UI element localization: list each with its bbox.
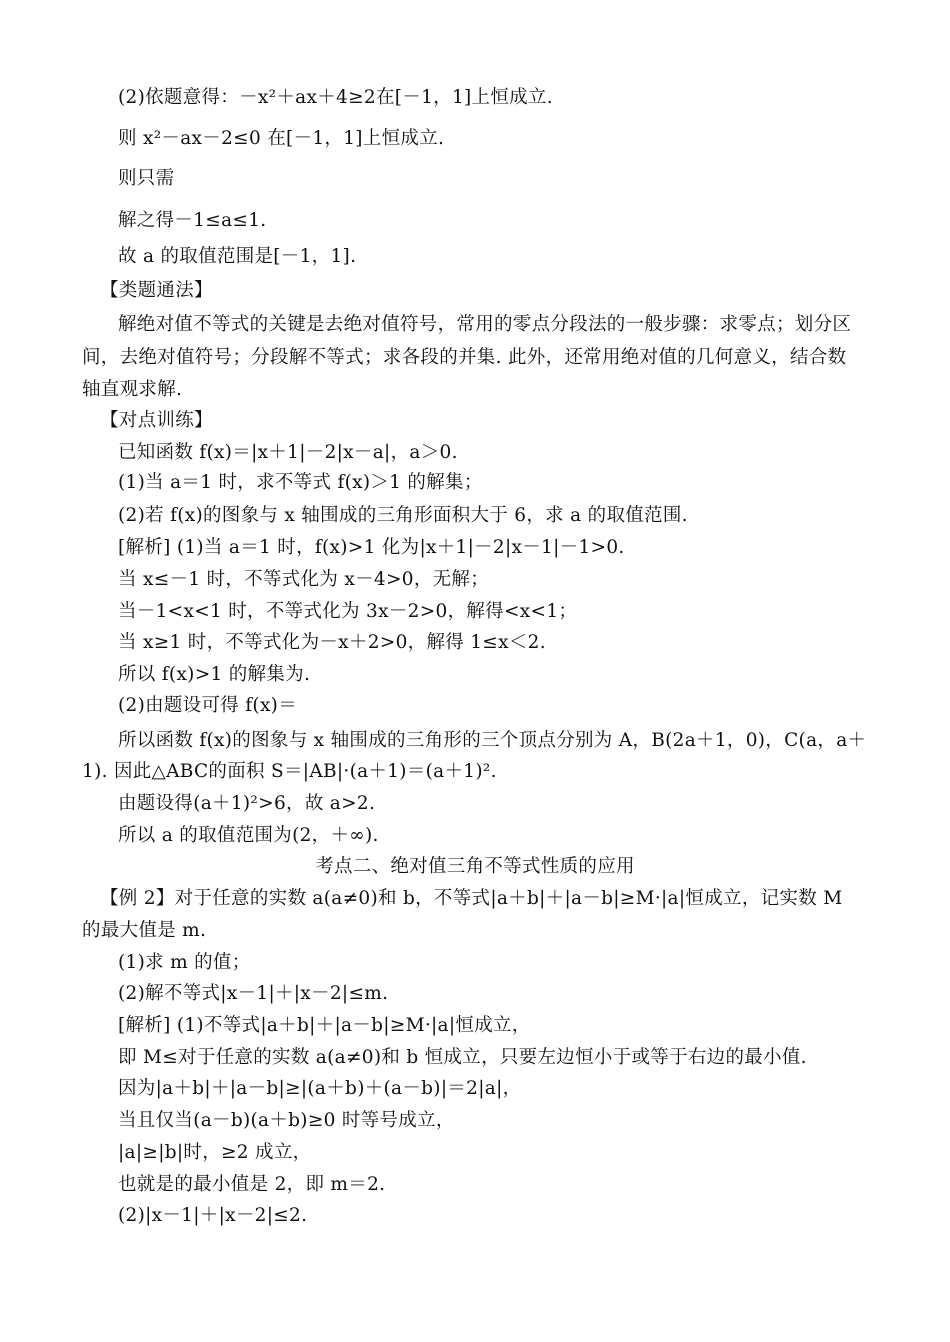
text-line: 则 x²－ax－2≤0 在[－1，1]上恒成立.	[118, 128, 445, 149]
text-line: 当且仅当(a－b)(a＋b)≥0 时等号成立，	[118, 1110, 455, 1131]
text-line: 当 x≥1 时，不等式化为－x＋2>0，解得 1≤x＜2.	[118, 632, 546, 653]
text-line: 的最大值是 m.	[82, 920, 207, 941]
text-line: (1)求 m 的值；	[118, 952, 251, 973]
text-line: |a|≥|b|时，≥2 成立，	[118, 1142, 312, 1163]
text-line: 1). 因此△ABC的面积 S＝|AB|·(a＋1)＝(a＋1)².	[82, 761, 497, 782]
section-heading: 【对点训练】	[100, 410, 213, 431]
text-line: 解之得－1≤a≤1.	[118, 210, 267, 231]
text-line: 因为|a＋b|＋|a－b|≥|(a＋b)＋(a－b)|＝2|a|，	[118, 1078, 522, 1099]
text-line: (2)由题设可得 f(x)＝	[118, 695, 298, 716]
text-line: (2)|x－1|＋|x－2|≤2.	[118, 1205, 308, 1226]
text-line: 间，去绝对值符号；分段解不等式；求各段的并集. 此外，还常用绝对值的几何意义，结合数	[82, 347, 847, 368]
text-line: [解析] (1)当 a＝1 时，f(x)>1 化为|x＋1|－2|x－1|－1>0.	[118, 537, 625, 558]
text-line: (2)若 f(x)的图象与 x 轴围成的三角形面积大于 6，求 a 的取值范围.	[118, 505, 688, 526]
text-line: [解析] (1)不等式|a＋b|＋|a－b|≥M·|a|恒成立，	[118, 1015, 531, 1036]
text-line: 轴直观求解.	[82, 379, 183, 400]
text-line: 所以 f(x)>1 的解集为.	[118, 664, 311, 685]
text-line: 当－1<x<1 时，不等式化为 3x－2>0，解得<x<1；	[118, 601, 578, 622]
text-line: 则只需	[118, 168, 175, 189]
text-line: 解绝对值不等式的关键是去绝对值符号，常用的零点分段法的一般步骤：求零点；划分区	[118, 314, 852, 335]
text-line: (1)当 a＝1 时，求不等式 f(x)＞1 的解集；	[118, 472, 483, 493]
text-line: 故 a 的取值范围是[－1，1].	[118, 246, 357, 267]
text-line: 由题设得(a＋1)²>6，故 a>2.	[118, 793, 376, 814]
section-heading: 【类题通法】	[100, 280, 213, 301]
example-heading: 【例 2】对于任意的实数 a(a≠0)和 b，不等式|a＋b|＋|a－b|≥M·|a|恒成立，记实数 M	[100, 888, 843, 909]
text-line: (2)依题意得：－x²＋ax＋4≥2在[－1，1]上恒成立.	[118, 87, 553, 108]
text-line: 当 x≤－1 时，不等式化为 x－4>0，无解；	[118, 569, 490, 590]
text-line: (2)解不等式|x－1|＋|x－2|≤m.	[118, 983, 389, 1004]
text-line: 即 M≤对于任意的实数 a(a≠0)和 b 恒成立，只要左边恒小于或等于右边的最小值.	[118, 1047, 807, 1068]
text-line: 所以函数 f(x)的图象与 x 轴围成的三角形的三个顶点分别为 A，B(2a＋1，0)，C(a，a＋	[118, 730, 867, 751]
text-line: 也就是的最小值是 2，即 m＝2.	[118, 1174, 386, 1195]
section-title: 考点二、绝对值三角不等式性质的应用	[315, 856, 635, 877]
text-line: 所以 a 的取值范围为(2，＋∞).	[118, 825, 379, 846]
text-line: 已知函数 f(x)＝|x＋1|－2|x－a|，a＞0.	[118, 442, 458, 463]
